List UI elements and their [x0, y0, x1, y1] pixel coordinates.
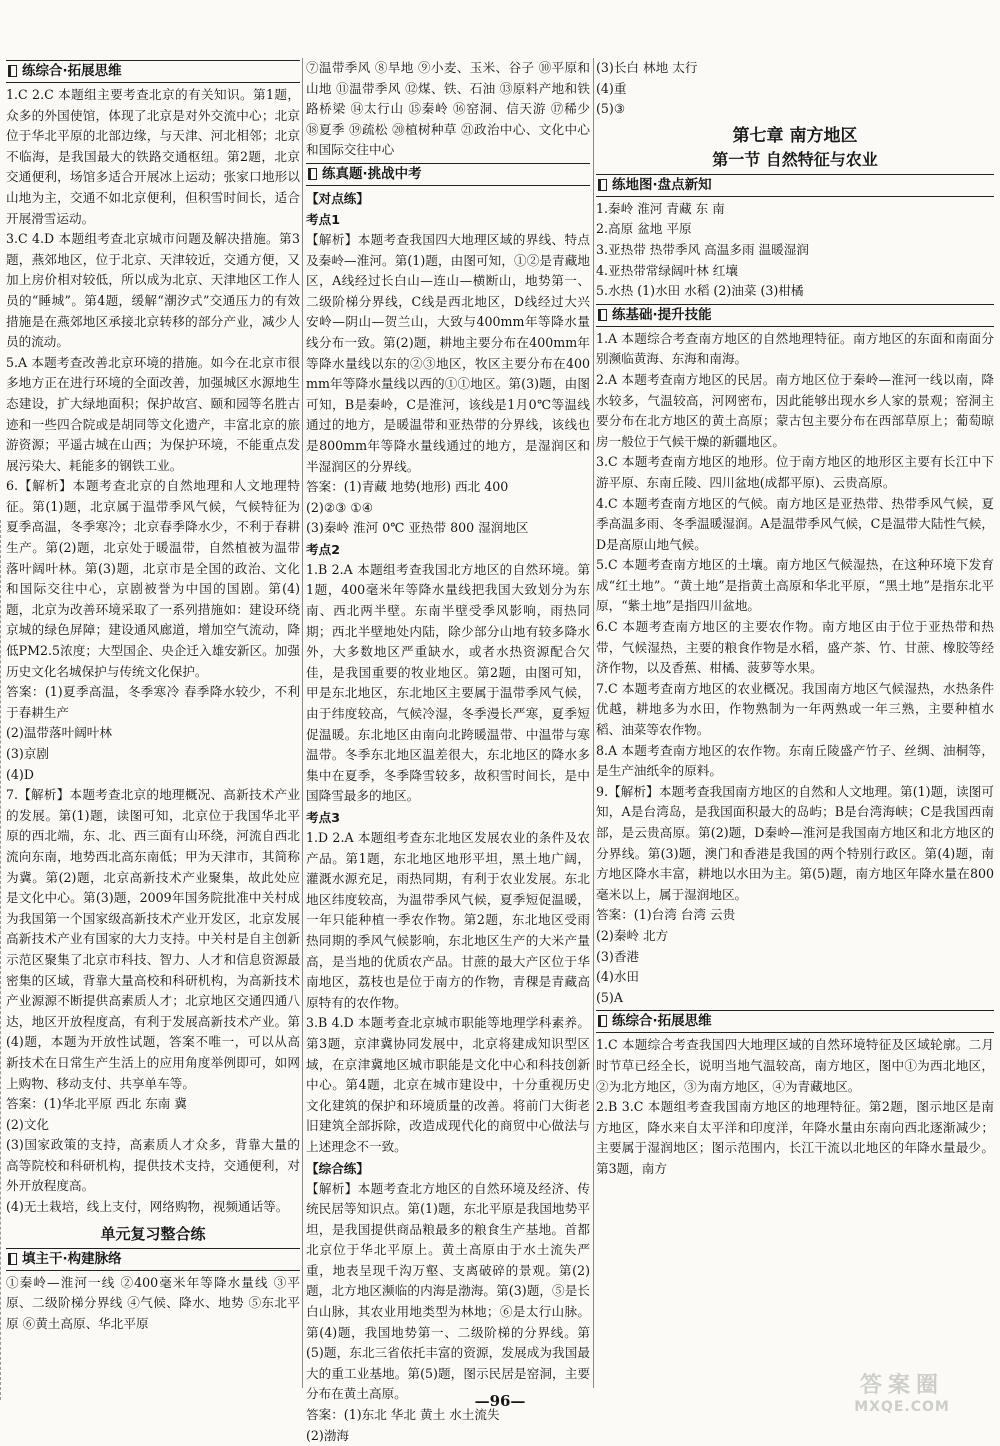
answer-text: (4)D: [6, 766, 34, 782]
question-text: 7.C 本题考查南方地区的农业概况。我国南方地区气候湿热，水热条件优越，耕地多为水田，作物熟制为一年两熟或一年三熟，主要种植水稻、油菜等农作物。: [596, 680, 994, 738]
section-header-label: 练真题·挑战中考: [322, 165, 422, 182]
question-text: 2.B 3.C 本题组考查我国南方地区的地理特征。第2题，图示地区是南方地区，降水来自太平洋和印度洋，年降水量由东南向西北逐渐减少；主要属于湿润地区；图示范围内，长江干流以北地区的年降水量最少。第3题，南方: [596, 1099, 994, 1176]
question-text: 3.C 本题考查南方地区的地形。位于南方地区的地形区主要有长江中下游平原、东南丘陵、四川盆地(成都平原)、云贵高原。: [596, 454, 994, 490]
answer-text: (2)秦岭 北方: [596, 927, 669, 943]
question-text: 1.B 2.A 本题组考查我国北方地区的自然环境。第1题，400毫米年等降水量线把我国大致划分为东南、西北两半壁。东南半壁受季风影响，雨热同期；西北半壁地处内陆，除少部分山地有较多降水外，大多数地区严重缺水，或者水热资源配合欠佳，是我国重要的牧业地区。第2题，由图可知，甲是东北地区，东北地区主要属于温带季风气候，由于纬度较高，气候冷湿，冬季漫长严寒，夏季短促温暖。东北地区由南向北跨暖温带、中温带与寒温带。冬季东北地区温差很大，东北地区的降水多集中在夏季，冬季降雪较多，故积雪时间长，是中国降雪最多的地区。: [306, 561, 590, 804]
section-header: [596, 1010, 994, 1033]
subsection-label: 考点1: [306, 211, 340, 227]
section-header: [596, 174, 994, 197]
answer-text: (3)国家政策的支持，高素质人才众多，背靠大量的高等院校和科研机构，提供技术支持，交通便利，对外开放程度高。: [6, 1137, 300, 1194]
answer-text: 答案：(1)夏季高温，冬季寒冷 春季降水较少，不利于春耕生产: [6, 684, 300, 720]
unit-title: 单元复习整合练: [100, 1224, 206, 1243]
chapter-title: 第七章 南方地区: [732, 125, 858, 146]
answer-text: 答案：(1)东北 华北 黄土 水土流失: [306, 1407, 500, 1423]
binding-line: [0, 520, 5, 1400]
column-divider: [302, 58, 303, 1388]
subsection-label: 【对点练】: [306, 190, 369, 206]
bookmark-icon: [8, 65, 17, 77]
question-text: 6.【解析】本题考查北京的自然地理和人文地理特征。第(1)题，北京属于温带季风气候，气候特征为夏季高温，冬季寒冷；北京春季降水少，不利于春耕生产。第(2)题，北京处于暖温带，自然植被为温带落叶阔叶林。第(3)题，北京市是全国的政治、文化和国际交往中心，京剧被誉为中国的国剧。第(4)题，北京为改善环境采取了一系列措施如：建设环绕京城的绿色屏障；建设通风廊道，增加空气流动，降低PM2.5浓度；大型国企、央企迁入雄安新区。加强历史文化名城保护与传统文化保护。: [6, 478, 300, 679]
section-header-label: 练基础·提升技能: [612, 306, 712, 323]
answer-text: (3)秦岭 淮河 0℃ 亚热带 800 湿润地区: [306, 520, 529, 536]
subsection-label: 【综合练】: [306, 1160, 369, 1176]
right-column: [596, 58, 994, 1180]
subsection-label: 考点2: [306, 541, 340, 557]
question-text: 5.A 本题考查改善北京环境的措施。如今在北京市很多地方正在进行环境的全面改善，加强城区水源地生态建设，扩大绿地面积；保护故宫、颐和园等名胜古迹和一些四合院或是胡同等文化遗产，丰富北京的旅游资源；平遥古城在山西；为保护环境，不能重点发展污染大、耗能多的钢铁工业。: [6, 354, 300, 473]
question-text: 3.C 4.D 本题组考查北京城市问题及解决措施。第3题，燕郊地区，位于北京、天津较近，交通方便，又加上房价相对较低，所以成为北京、天津地区工作人员的“睡城”。第4题，缓解“潮汐式”交通压力的有效措施是在燕郊地区承接北京转移的部分产业，减少人员的流动。: [6, 231, 300, 350]
section-header: [6, 60, 300, 83]
answer-text: (2)②③ ①④: [306, 499, 374, 515]
column-divider: [593, 58, 594, 1388]
section-header: [596, 304, 994, 327]
question-text: ①秦岭—淮河一线 ②400毫米年等降水量线 ③平原、二级阶梯分界线 ④气候、降水、地势 ⑤东北平原 ⑥黄土高原、华北平原: [6, 1274, 300, 1331]
question-text: 9.【解析】本题考查我国南方地区的自然和人文地理。第(1)题，读图可知，A是台湾岛，是我国面积最大的岛屿；B是台湾海峡；C是我国西南部，是云贵高原。第(2)题，D秦岭—淮河是我国南方地区和北方地区的分界线。第(3)题，澳门和香港是我国的两个特别行政区。第(4)题，南方地区降水丰富，耕地以水田为主。第(5)题，南方地区年降水量在800毫米以上，属于湿润地区。: [596, 783, 994, 902]
section-header-label: 练地图·盘点新知: [612, 176, 712, 193]
bookmark-icon: [598, 1015, 607, 1027]
answer-text: (3)京剧: [6, 746, 50, 761]
section-header: [6, 1248, 300, 1271]
question-text: 7.【解析】本题考查北京的地理概况、高新技术产业的发展。第(1)题，读图可知，北京位于我国华北平原的西北端，东、北、西三面有山环绕，河流自西北流向东南，地势西北高东南低；甲为天津市，其简称为冀。第(2)题，北京高新技术产业聚集，故此处应是文化中心。第(3)题，2009年国务院批准中关村成为我国第一个国家级高新技术产业开发区，北京发展高新技术产业有国家的大力支持。中关村是自主创新示范区聚集了北京市科技、智力、人才和信息资源最密集的区域，背靠大量高校和科研机构，为高新技术产业源源不断提供高素质人才；北京地区交通四通八达，地区开放程度高，有利于发展高新技术产业。第(4)题，本题为开放性试题，答案不唯一，可以从高新技术在日常生产生活上的应用角度举例即可，如网上购物、移动支付、共享单车等。: [6, 787, 300, 1091]
section-header: [306, 163, 590, 186]
answer-text: (5)③: [596, 101, 626, 117]
watermark-line: MXQE.COM: [854, 1399, 950, 1415]
middle-column: [306, 58, 590, 1446]
question-text: ⑦温带季风 ⑧旱地 ⑨小麦、玉米、谷子 ⑩平原和山地 ⑪温带季风 ⑫煤、铁、石油 ⑬原料产地和铁路桥梁 ⑭太行山 ⑮秦岭 ⑯窑洞、信天游 ⑰稀少 ⑱夏季 ⑲疏松 ⑳植树种草 ㉑政治中心、文化中心和国际交往中心: [306, 60, 590, 158]
question-text: 3.B 4.D 本题考查北京城市职能等地理学科素养。第3题，京津冀协同发展中，北京将建成知识型区域，在京津冀地区城市职能是文化中心和科技创新中心。第4题，北京在城市建设中，十分重视历史文化建筑的保护和环境质量的改善。将前门大街老旧建筑全部拆除，改造成现代化的商贸中心做法与上述理念不一致。: [306, 1015, 590, 1154]
question-text: 5.C 本题考查南方地区的土壤。南方地区气候湿热，在这种环境下发育成“红土地”。“黄土地”是指黄土高原和华北平原，“黑土地”是指东北平原，“紫土地”是指四川盆地。: [596, 557, 994, 614]
answer-text: 答案：(1)青藏 地势(地形) 西北 400: [306, 479, 509, 495]
answer-text: 答案：(1)台湾 台湾 云贵: [596, 907, 736, 923]
bookmark-icon: [308, 168, 317, 180]
answer-text: (2)渤海: [306, 1427, 350, 1443]
answer-text: (4)无土栽培，线上支付，网络购物，视频通话等。: [6, 1199, 289, 1215]
answer-text: (2)温带落叶阔叶林: [6, 725, 112, 741]
bookmark-icon: [598, 179, 607, 191]
bookmark-icon: [598, 309, 607, 321]
list-item: 4.亚热带常绿阔叶林 红壤: [596, 262, 738, 278]
question-text: 4.C 本题考查南方地区的气候。南方地区是亚热带、热带季风气候，夏季高温多雨、冬季温暖湿润。A是温带季风气候，C是温带大陆性气候，D是高原山地气候。: [596, 495, 994, 552]
section-header-label: 练综合·拓展思维: [22, 63, 122, 79]
answer-text: (3)长白 林地 太行: [596, 60, 698, 75]
question-text: 2.A 本题考查南方地区的民居。南方地区位于秦岭—淮河一线以南，降水较多，气温较高，河网密布，因此能够出现水乡人家的景观；窑洞主要分布在北方地区的黄土高原；蒙古包主要分布在西部草原上；葡萄晾房一般位于气候干燥的新疆地区。: [596, 371, 994, 449]
answer-text: 答案：(1)华北平原 西北 东南 冀: [6, 1096, 187, 1112]
question-text: 1.A 本题综合考查南方地区的自然地理特征。南方地区的东面和南面分别濒临黄海、东海和南海。: [596, 330, 994, 367]
bookmark-icon: [8, 1253, 17, 1265]
watermark-logo: [816, 1374, 988, 1418]
watermark-line: 答案圈: [859, 1373, 944, 1398]
answer-text: (4)水田: [596, 969, 640, 985]
answer-text: (4)重: [596, 80, 627, 96]
subsection-label: 考点3: [306, 810, 340, 825]
list-item: 1.秦岭 淮河 青藏 东 南: [596, 200, 725, 216]
question-text: 6.C 本题考查南方地区的主要农作物。南方地区由于位于亚热带和热带，气候湿热，主要的粮食作物是水稻，盛产茶、竹、甘蔗、橡胶等经济作物，以及香蕉、柑橘、菠萝等水果。: [596, 619, 994, 676]
section-header-label: 练综合·拓展思维: [612, 1013, 712, 1030]
list-item: 2.高原 盆地 平原: [596, 221, 692, 237]
page-number: —96—: [474, 1392, 526, 1410]
left-column: [6, 58, 300, 1334]
answer-text: (3)香港: [596, 948, 640, 964]
list-item: 3.亚热带 热带季风 高温多雨 温暖湿润: [596, 241, 809, 257]
section-header-label: 填主干·构建脉络: [22, 1250, 122, 1267]
question-text: 8.A 本题考查南方地区的农作物。东南丘陵盛产竹子、丝绸、油桐等，是生产油纸伞的原料。: [596, 742, 994, 779]
list-item: 5.水热 (1)水田 水稻 (2)油菜 (3)柑橘: [596, 283, 804, 299]
question-text: 1.C 2.C 本题组主要考查北京的有关知识。第1题，众多的外国使馆，体现了北京是对外交流中心；北京位于华北平原的北部边缘，与天津、河北相邻；北京不临海，是我国最大的铁路交通枢纽。第2题，北京交通便利，场馆多适合开展冰上运动；张家口地形以山地为主，交通不如北京便利，但积雪时间长，适合开展滑雪运动。: [6, 87, 300, 226]
section-title: 第一节 自然特征与农业: [712, 149, 878, 169]
answer-text: (2)文化: [6, 1116, 50, 1132]
question-text: 【解析】本题考查我国四大地理区域的界线、特点及秦岭—淮河。第(1)题，由图可知，①②是青藏地区，A线经过长白山—连山—横断山，地势第一、二级阶梯分界线，C线是西北地区，D线经过大兴安岭—阴山—贺兰山，大致与400mm年等降水量线分布一致。第(2)题，耕地主要分布在400mm年等降水量线以东的②③地区，牧区主要分布在400mm年等降水量线以西的①①地区。第(3)题，由图可知，B是秦岭，C是淮河，该线是1月0℃等温线通过的地方，是暖温带和亚热带的分界线，该线也是800mm年等降水量线通过的地方，是湿润区和半湿润区的分界线。: [306, 231, 590, 474]
question-text: 1.C 本题综合考查我国四大地理区域的自然环境特征及区域轮廓。二月时节草已经全长，说明当地气温较高，南方地区，图中①为西北地区，②为北方地区，③为南方地区，④为青藏地区。: [596, 1037, 994, 1094]
question-text: 1.D 2.A 本题组考查东北地区发展农业的条件及农产品。第1题，东北地区地形平坦，黑土地广阔，灌溉水源充足，雨热同期，有利于农业发展。东北地区纬度较高，为温带季风气候，夏季短促温暖，一年只能种植一季农作物。第2题，东北地区受雨热同期的季风气候影响，东北地区生产的大米产量高，是当地的优质农产品。甘蔗的最大产区位于华南地区，荔枝也是位于南方的作物，青稞是青藏高原特有的农作物。: [306, 830, 590, 1010]
question-text: 【解析】本题考查北方地区的自然环境及经济、传统民居等知识点。第(1)题，东北平原是我国地势平坦，是我国提供商品粮最多的粮食生产基地。首都北京位于华北平原上。黄土高原由于水土流失严重，地表呈现千沟万壑、支离破碎的景观。第(2)题，北方地区濒临的内海是渤海。第(3)题，⑤是长白山脉，其农业用地类型为林地；⑥是太行山脉。第(4)题，我国地势第一、二级阶梯的分界线。第(5)题，东北三省依托丰富的资源，发展成为我国最大的重工业基地。第(5)题，图示民居是窑洞，主要分布在黄土高原。: [306, 1180, 590, 1402]
answer-text: (5)A: [596, 989, 623, 1005]
